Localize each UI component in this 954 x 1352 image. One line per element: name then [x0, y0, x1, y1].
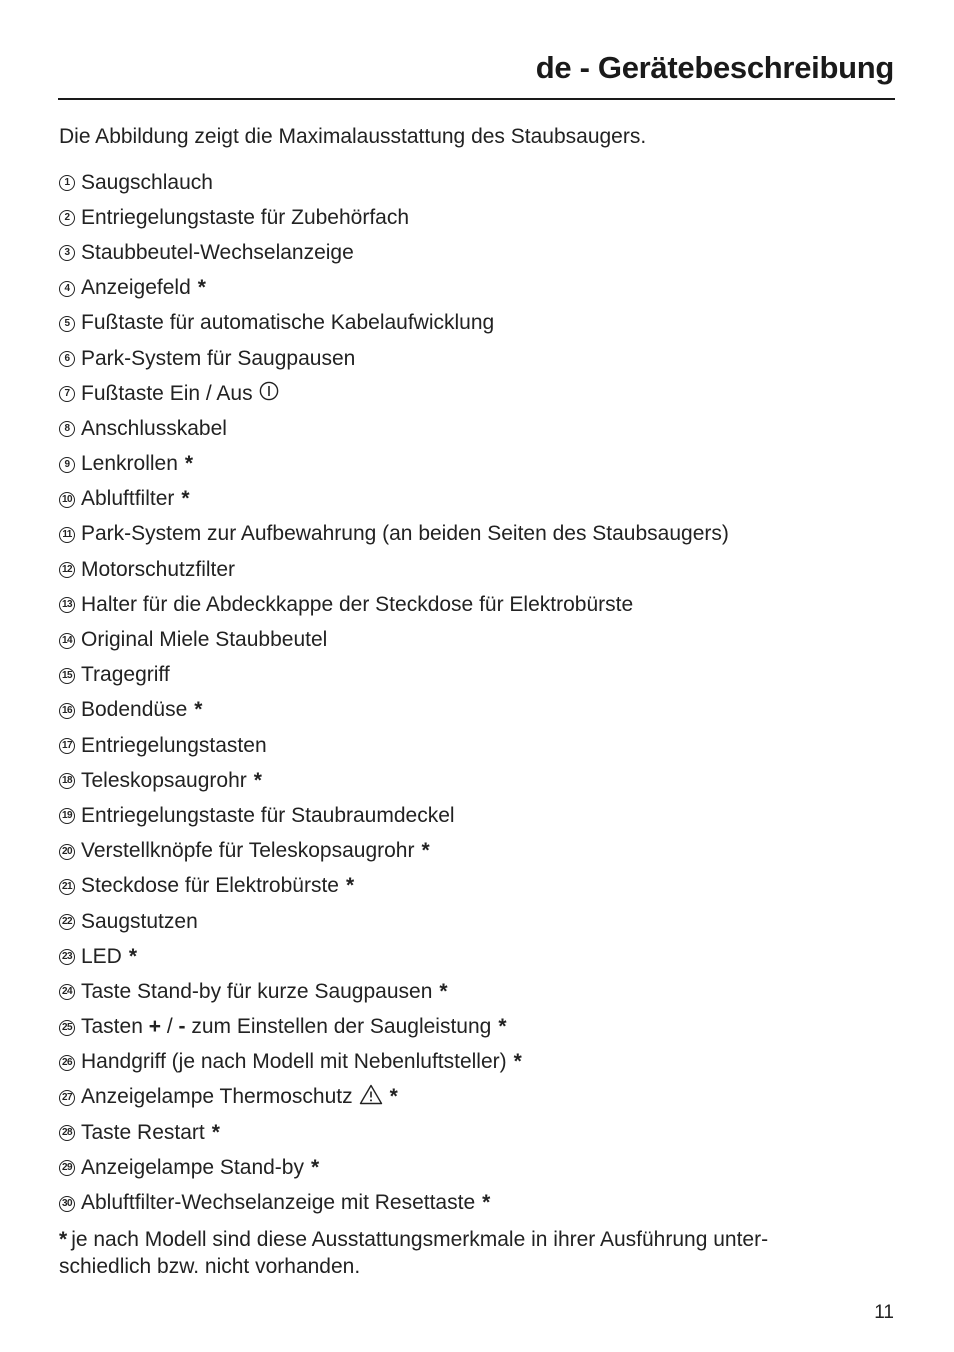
page-number: 11 — [874, 1302, 894, 1323]
list-item — [59, 376, 729, 411]
list-item — [59, 447, 729, 482]
list-item — [59, 763, 729, 798]
item-number-badge: 7 — [59, 386, 75, 402]
list-item — [59, 552, 729, 587]
item-number-badge: 26 — [59, 1055, 75, 1071]
item-label: Fußtaste Ein / Aus — [81, 381, 253, 405]
list-item — [59, 306, 729, 341]
list-item — [59, 939, 729, 974]
item-label: Tragegriff — [81, 663, 170, 687]
optional-feature-asterisk: * — [181, 487, 190, 511]
plus-symbol: + — [148, 1015, 161, 1039]
list-item — [59, 165, 729, 200]
list-item — [59, 200, 729, 235]
optional-feature-asterisk: * — [389, 1085, 398, 1109]
item-label: Teleskopsaugrohr — [81, 768, 247, 792]
item-label: Lenkrollen — [81, 452, 178, 476]
list-item — [59, 411, 729, 446]
item-number-badge: 20 — [59, 844, 75, 860]
item-label: Entriegelungstaste für Zubehörfach — [81, 205, 410, 229]
item-label-separator: / — [160, 1015, 179, 1039]
power-icon — [259, 381, 279, 407]
item-label: Staubbeutel-Wechselanzeige — [81, 240, 354, 264]
list-item — [59, 1115, 729, 1150]
optional-feature-asterisk: * — [194, 698, 203, 722]
list-item — [59, 341, 729, 376]
item-label: Abluftfilter-Wechselanzeige mit Resettaste — [81, 1191, 476, 1215]
list-item — [59, 904, 729, 939]
item-number-badge: 1 — [59, 175, 75, 191]
item-number-badge: 5 — [59, 316, 75, 332]
item-label: Entriegelungstaste für Staubraumdeckel — [81, 803, 455, 827]
item-number-badge: 6 — [59, 351, 75, 367]
list-item — [59, 869, 729, 904]
item-number-badge: 15 — [59, 668, 75, 684]
item-label: Verstellknöpfe für Teleskopsaugrohr — [81, 839, 415, 863]
item-number-badge: 12 — [59, 562, 75, 578]
item-number-badge: 30 — [59, 1196, 75, 1212]
list-item — [59, 693, 729, 728]
item-number-badge: 19 — [59, 808, 75, 824]
item-label: Entriegelungstasten — [81, 733, 267, 757]
item-label: Steckdose für Elektrobürste — [81, 874, 339, 898]
item-label: Park-System zur Aufbewahrung (an beiden Seiten des Staubsaugers) — [81, 522, 729, 546]
list-item — [59, 1010, 729, 1045]
footnote-line-1: je nach Modell sind diese Ausstattungsmerkmale in ihrer Ausführung unter- — [71, 1228, 769, 1251]
item-number-badge: 22 — [59, 914, 75, 930]
list-item — [59, 974, 729, 1009]
footnote-line-2: schiedlich bzw. nicht vorhanden. — [59, 1255, 361, 1278]
component-list — [59, 165, 729, 1221]
list-item — [59, 1045, 729, 1080]
list-item — [59, 834, 729, 869]
item-number-badge: 21 — [59, 879, 75, 895]
item-label: Halter für die Abdeckkappe der Steckdose für Elektrobürste — [81, 592, 634, 616]
footnote — [59, 1226, 859, 1280]
optional-feature-asterisk: * — [421, 839, 430, 863]
item-label-pre: Tasten — [81, 1015, 149, 1039]
item-number-badge: 25 — [59, 1020, 75, 1036]
page-title: de - Gerätebeschreibung — [535, 50, 894, 85]
item-label: Park-System für Saugpausen — [81, 346, 356, 370]
list-item — [59, 482, 729, 517]
item-number-badge: 3 — [59, 245, 75, 261]
item-number-badge: 17 — [59, 738, 75, 754]
list-item — [59, 622, 729, 657]
item-label: Saugschlauch — [81, 170, 213, 194]
item-label-post: zum Einstellen der Saugleistung — [185, 1015, 492, 1039]
optional-feature-asterisk: * — [197, 276, 206, 300]
list-item — [59, 798, 729, 833]
optional-feature-asterisk: * — [128, 944, 138, 968]
optional-feature-asterisk: * — [498, 1015, 507, 1039]
item-number-badge: 18 — [59, 773, 75, 789]
optional-feature-asterisk: * — [345, 874, 355, 898]
optional-feature-asterisk: * — [482, 1191, 491, 1215]
item-number-badge: 24 — [59, 984, 75, 1000]
optional-feature-asterisk: * — [253, 768, 262, 792]
item-label: Taste Stand-by für kurze Saugpausen — [81, 979, 433, 1003]
item-number-badge: 14 — [59, 633, 75, 649]
item-label: Abluftfilter — [81, 487, 175, 511]
optional-feature-asterisk: * — [439, 979, 448, 1003]
list-item — [59, 1185, 729, 1220]
item-label: Anzeigefeld — [81, 276, 191, 300]
item-label — [81, 1015, 491, 1039]
item-label: LED — [81, 944, 122, 968]
item-number-badge: 8 — [59, 421, 75, 437]
item-label: Handgriff (je nach Modell mit Nebenluftsteller) — [81, 1050, 507, 1074]
item-label: Motorschutzfilter — [81, 557, 236, 581]
item-label: Original Miele Staubbeutel — [81, 628, 328, 652]
item-number-badge: 4 — [59, 281, 75, 297]
list-item — [59, 271, 729, 306]
item-label: Anzeigelampe Thermoschutz — [81, 1085, 353, 1109]
item-label: Saugstutzen — [81, 909, 198, 933]
item-label: Anschlusskabel — [81, 416, 227, 440]
warning-icon — [359, 1084, 383, 1111]
item-number-badge: 16 — [59, 703, 75, 719]
item-number-badge: 10 — [59, 492, 75, 508]
item-number-badge: 9 — [59, 457, 75, 473]
optional-feature-asterisk: * — [513, 1050, 522, 1074]
intro-text: Die Abbildung zeigt die Maximalausstattung des Staubsaugers. — [59, 125, 647, 148]
optional-feature-asterisk: * — [310, 1155, 320, 1179]
list-item — [59, 658, 729, 693]
item-number-badge: 2 — [59, 210, 75, 226]
minus-symbol: - — [178, 1015, 186, 1039]
item-number-badge: 13 — [59, 597, 75, 613]
footnote-asterisk: * — [59, 1228, 68, 1251]
item-number-badge: 27 — [59, 1090, 75, 1106]
item-label: Taste Restart — [81, 1120, 205, 1144]
item-label: Fußtaste für automatische Kabelaufwicklung — [81, 311, 495, 335]
list-item — [59, 587, 729, 622]
item-number-badge: 11 — [59, 527, 75, 543]
item-number-badge: 28 — [59, 1125, 75, 1141]
header-divider — [58, 98, 895, 100]
list-item — [59, 1150, 729, 1185]
list-item — [59, 1080, 729, 1115]
list-item — [59, 728, 729, 763]
optional-feature-asterisk: * — [184, 452, 194, 476]
item-number-badge: 29 — [59, 1160, 75, 1176]
list-item — [59, 235, 729, 270]
optional-feature-asterisk: * — [211, 1120, 220, 1144]
item-label: Bodendüse — [81, 698, 188, 722]
item-label: Anzeigelampe Stand-by — [81, 1155, 304, 1179]
item-number-badge: 23 — [59, 949, 75, 965]
list-item — [59, 517, 729, 552]
